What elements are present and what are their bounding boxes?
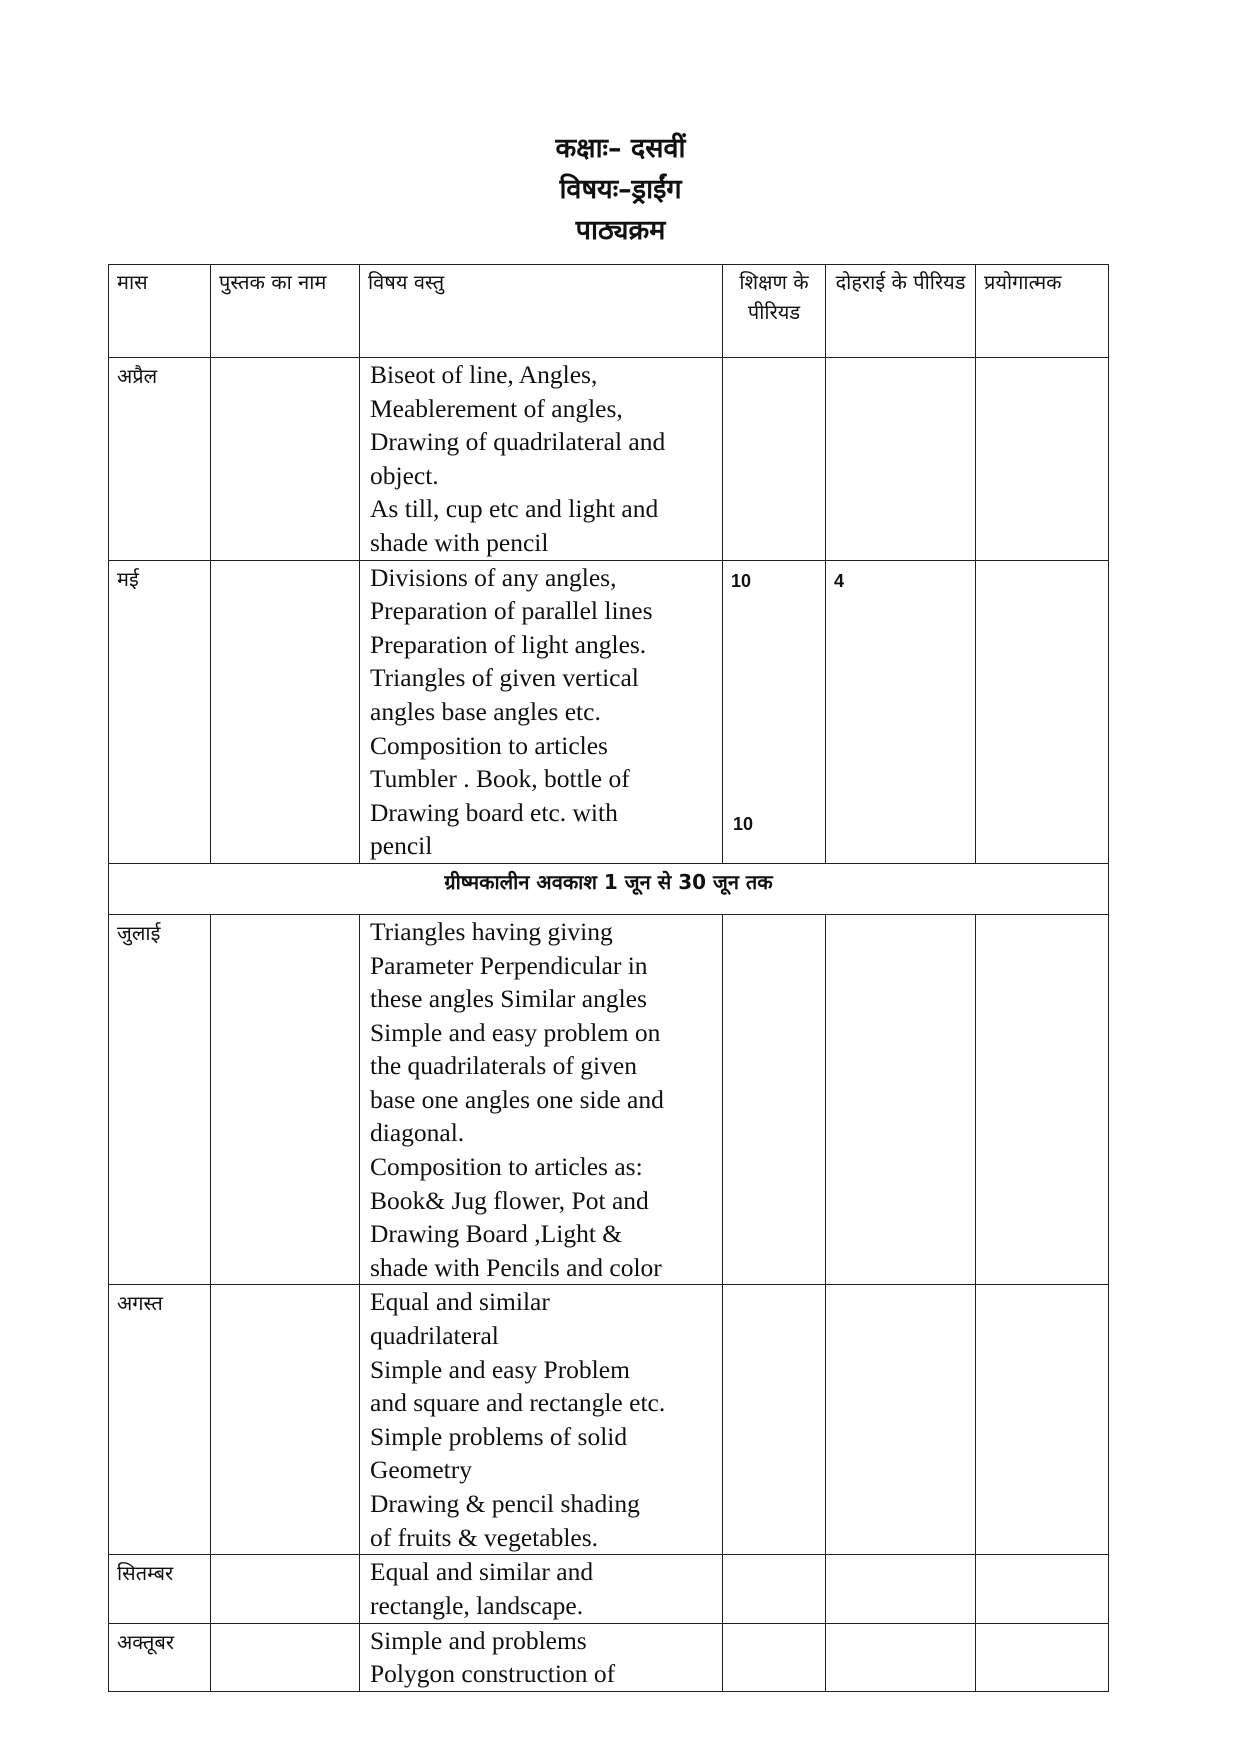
content-line: Biseot of line, Angles, xyxy=(370,360,598,389)
syllabus-title: पाठ्यक्रम xyxy=(575,215,666,246)
revision-periods-cell xyxy=(826,914,976,1285)
practical-cell xyxy=(976,1555,1109,1623)
practical-cell xyxy=(976,1623,1109,1691)
teaching-periods-value-2: 10 xyxy=(733,813,754,834)
practical-cell xyxy=(976,914,1109,1285)
content-line: Divisions of any angles, xyxy=(370,562,617,592)
content-line: quadrilateral xyxy=(370,1321,499,1351)
practical-cell xyxy=(976,358,1109,561)
column-header-month: मास xyxy=(109,265,211,358)
revision-periods-cell xyxy=(826,1285,976,1555)
content-line: Preparation of light angles. xyxy=(370,629,647,659)
practical-cell xyxy=(976,560,1109,863)
content-line: Drawing Board ,Light & xyxy=(370,1219,623,1249)
column-header-revision-periods: दोहराई के पीरियड xyxy=(826,265,976,358)
content-line: Parameter Perpendicular in xyxy=(370,950,648,980)
teaching-periods-value: 10 xyxy=(731,570,752,591)
content-line: object. xyxy=(370,460,439,490)
revision-periods-cell xyxy=(826,1555,976,1623)
month-cell: अप्रैल xyxy=(109,358,211,561)
content-line: shade with pencil xyxy=(370,527,549,557)
class-title: कक्षाः– दसवीं xyxy=(555,133,686,164)
book-cell xyxy=(211,1623,360,1691)
teaching-periods-cell xyxy=(723,1623,826,1691)
table-row xyxy=(109,358,1109,561)
book-cell xyxy=(211,1285,360,1555)
content-line: Drawing & pencil shading xyxy=(370,1489,640,1518)
column-header-content: विषय वस्तु xyxy=(360,265,723,358)
content-line: Composition to articles xyxy=(370,730,608,760)
syllabus-table xyxy=(108,264,1109,1692)
content-cell xyxy=(360,1555,723,1623)
content-line: As till, cup etc and light and xyxy=(370,494,659,524)
revision-periods-cell xyxy=(826,358,976,561)
column-header-teaching-periods: शिक्षण के पीरियड xyxy=(723,265,826,358)
content-line: Tumbler . Book, bottle of xyxy=(370,764,630,794)
content-line: Geometry xyxy=(370,1455,472,1485)
teaching-periods-cell xyxy=(723,1555,826,1623)
content-line: rectangle, landscape. xyxy=(370,1591,584,1621)
revision-periods-cell xyxy=(826,1623,976,1691)
content-line: Equal and similar and xyxy=(370,1557,594,1587)
content-line: Preparation of parallel lines xyxy=(370,596,653,626)
vacation-note: ग्रीष्मकालीन अवकाश 1 जून से 30 जून तक xyxy=(109,863,1109,914)
column-header-practical: प्रयोगात्मक xyxy=(976,265,1109,358)
content-line: of fruits & vegetables. xyxy=(370,1522,599,1552)
table-header-row xyxy=(109,265,1109,358)
subject-title: विषयः–ड्राईंग xyxy=(559,174,682,205)
content-line: Equal and similar xyxy=(370,1287,550,1317)
month-cell: अक्तूबर xyxy=(109,1623,211,1691)
teaching-periods-cell xyxy=(723,914,826,1285)
content-line: shade with Pencils and color xyxy=(370,1252,662,1282)
practical-cell xyxy=(976,1285,1109,1555)
teaching-periods-cell xyxy=(723,358,826,561)
table-row xyxy=(109,1623,1109,1691)
content-line: Triangles having giving xyxy=(370,916,613,946)
month-cell: अगस्त xyxy=(109,1285,211,1555)
content-line: Triangles of given vertical xyxy=(370,663,639,693)
revision-periods-cell: 4 xyxy=(826,560,976,863)
teaching-periods-cell xyxy=(723,560,826,863)
document-header xyxy=(0,128,1241,251)
book-cell xyxy=(211,914,360,1285)
content-line: angles base angles etc. xyxy=(370,696,601,726)
table-row xyxy=(109,914,1109,1285)
content-line: base one angles one side and xyxy=(370,1084,664,1114)
content-line: Polygon construction of xyxy=(370,1659,616,1689)
teaching-periods-cell xyxy=(723,1285,826,1555)
content-line: the quadrilaterals of given xyxy=(370,1051,637,1081)
content-cell xyxy=(360,1285,723,1555)
content-line: Book& Jug flower, Pot and xyxy=(370,1185,649,1215)
content-line: pencil xyxy=(370,831,433,861)
table-row xyxy=(109,560,1109,863)
content-cell xyxy=(360,1623,723,1691)
content-cell xyxy=(360,560,723,863)
content-line: Composition to articles as: xyxy=(370,1152,643,1182)
content-line: Meablerement of angles, xyxy=(370,393,623,423)
content-line: Simple and easy problem on xyxy=(370,1017,661,1047)
book-cell xyxy=(211,560,360,863)
month-cell: मई xyxy=(109,560,211,863)
content-line: these angles Similar angles xyxy=(370,984,647,1014)
content-line: Drawing board etc. with xyxy=(370,797,618,827)
content-line: and square and rectangle etc. xyxy=(370,1388,666,1418)
content-line: Drawing of quadrilateral and xyxy=(370,427,666,457)
content-line: Simple and easy Problem xyxy=(370,1354,630,1384)
month-cell: सितम्बर xyxy=(109,1555,211,1623)
content-line: Simple and problems xyxy=(370,1625,587,1655)
table-row xyxy=(109,1555,1109,1623)
table-row xyxy=(109,1285,1109,1555)
column-header-book: पुस्तक का नाम xyxy=(211,265,360,358)
book-cell xyxy=(211,1555,360,1623)
content-cell xyxy=(360,358,723,561)
vacation-row xyxy=(109,863,1109,914)
book-cell xyxy=(211,358,360,561)
content-line: Simple problems of solid xyxy=(370,1421,628,1451)
content-line: diagonal. xyxy=(370,1118,465,1148)
content-cell xyxy=(360,914,723,1285)
month-cell: जुलाई xyxy=(109,914,211,1285)
